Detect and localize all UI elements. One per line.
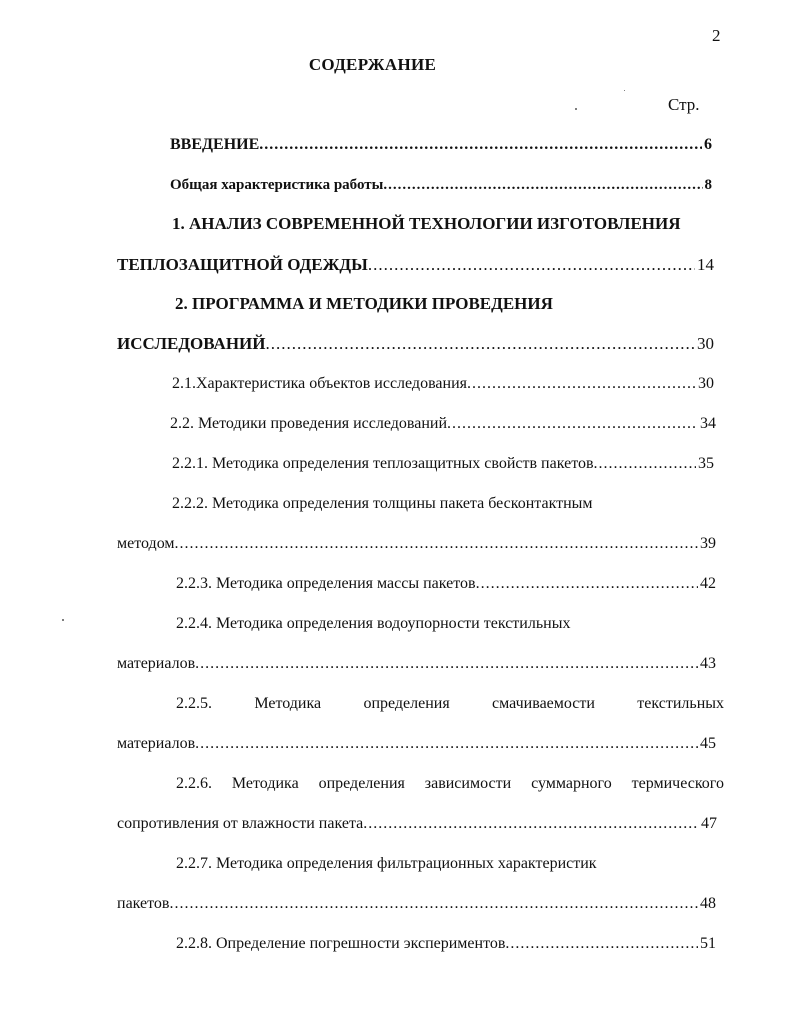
toc-leader-dots bbox=[363, 813, 699, 835]
toc-leader-dots bbox=[266, 333, 696, 355]
toc-entry-label: 2.2.3. Методика определения массы пакетов bbox=[176, 575, 476, 592]
toc-leader-dots bbox=[195, 733, 698, 755]
toc-word: Методика bbox=[254, 695, 322, 712]
toc-entry-page: 42 bbox=[700, 575, 716, 592]
toc-leader-dots bbox=[175, 533, 698, 555]
scan-speck bbox=[575, 108, 577, 110]
toc-entry-2-1 bbox=[172, 373, 714, 395]
toc-entry-chapter2-line2 bbox=[117, 333, 714, 355]
toc-entry-page: 35 bbox=[698, 455, 714, 472]
page-column-label: Стр. bbox=[668, 95, 700, 114]
toc-entry-label: ИССЛЕДОВАНИЙ bbox=[117, 334, 266, 353]
toc-entry-label: пакетов bbox=[117, 895, 170, 912]
toc-word: суммарного bbox=[531, 775, 612, 792]
toc-leader-dots bbox=[383, 174, 702, 196]
toc-word: смачиваемости bbox=[492, 695, 595, 712]
scan-speck bbox=[62, 619, 64, 621]
toc-entry-2-2-4-line2 bbox=[117, 653, 716, 675]
toc-leader-dots bbox=[259, 134, 702, 156]
toc-entry-page: 6 bbox=[704, 136, 712, 153]
page-title: СОДЕРЖАНИЕ bbox=[308, 55, 437, 74]
toc-entry-label: ВВЕДЕНИЕ bbox=[170, 136, 260, 153]
toc-entry-2-2-7-line1: 2.2.7. Методика определения фильтрационных характеристик bbox=[176, 855, 597, 872]
toc-entry-page: 43 bbox=[700, 655, 716, 672]
toc-entry-label: сопротивления от влажности пакета bbox=[117, 815, 364, 832]
toc-entry-label: 2.1.Характеристика объектов исследования bbox=[172, 375, 467, 392]
toc-entry-chapter1-line1: 1. АНАЛИЗ СОВРЕМЕННОЙ ТЕХНОЛОГИИ ИЗГОТОВЛЕНИЯ bbox=[172, 214, 681, 233]
toc-word: 2.2.6. bbox=[176, 775, 212, 792]
toc-leader-dots bbox=[447, 413, 698, 435]
page-number: 2 bbox=[712, 26, 721, 45]
toc-entry-2-2-2-line2 bbox=[117, 533, 716, 555]
toc-entry-page: 14 bbox=[697, 255, 714, 274]
toc-entry-page: 30 bbox=[697, 334, 714, 353]
toc-entry-label: материалов bbox=[117, 655, 196, 672]
toc-entry-label: методом bbox=[117, 535, 175, 552]
toc-entry-2-2-1 bbox=[172, 453, 714, 475]
toc-entry-2-2-6-line1 bbox=[176, 773, 724, 795]
toc-word: Методика bbox=[231, 775, 299, 792]
toc-entry-page: 8 bbox=[704, 177, 712, 193]
toc-entry-chapter2-line1: 2. ПРОГРАММА И МЕТОДИКИ ПРОВЕДЕНИЯ bbox=[175, 294, 553, 313]
toc-entry-label: Общая характеристика работы bbox=[170, 177, 384, 193]
toc-entry-2-2-2-line1: 2.2.2. Методика определения толщины пакета бесконтактным bbox=[172, 495, 593, 512]
toc-word: определения bbox=[363, 695, 450, 712]
toc-entry-general bbox=[170, 174, 712, 196]
toc-entry-page: 48 bbox=[700, 895, 716, 912]
toc-entry-page: 51 bbox=[700, 935, 716, 952]
toc-word: зависимости bbox=[424, 775, 512, 792]
toc-entry-2-2-8 bbox=[176, 933, 716, 955]
toc-entry-page: 47 bbox=[701, 815, 717, 832]
toc-entry-2-2-5-line1 bbox=[176, 693, 724, 715]
toc-entry-page: 39 bbox=[700, 535, 716, 552]
toc-leader-dots bbox=[594, 453, 696, 475]
toc-entry-2-2 bbox=[170, 413, 716, 435]
toc-word: определения bbox=[318, 775, 405, 792]
toc-entry-page: 45 bbox=[700, 735, 716, 752]
toc-entry-page: 34 bbox=[700, 415, 716, 432]
toc-entry-2-2-4-line1: 2.2.4. Методика определения водоупорности текстильных bbox=[176, 615, 571, 632]
toc-leader-dots bbox=[467, 373, 696, 395]
toc-entry-chapter1-line2 bbox=[117, 254, 714, 276]
toc-entry-2-2-3 bbox=[176, 573, 716, 595]
toc-word: термического bbox=[631, 775, 724, 792]
toc-entry-label: ТЕПЛОЗАЩИТНОЙ ОДЕЖДЫ bbox=[117, 255, 368, 274]
toc-leader-dots bbox=[169, 893, 698, 915]
toc-entry-label: материалов bbox=[117, 735, 196, 752]
toc-word: текстильных bbox=[637, 695, 724, 712]
toc-leader-dots bbox=[368, 254, 695, 276]
toc-leader-dots bbox=[195, 653, 698, 675]
toc-entry-label: 2.2. Методики проведения исследований bbox=[170, 415, 448, 432]
toc-leader-dots bbox=[505, 933, 698, 955]
toc-entry-2-2-6-line2 bbox=[117, 813, 717, 835]
scan-speck bbox=[624, 90, 625, 91]
toc-entry-2-2-5-line2 bbox=[117, 733, 716, 755]
toc-entry-page: 30 bbox=[698, 375, 714, 392]
toc-entry-introduction bbox=[170, 134, 712, 156]
toc-entry-label: 2.2.8. Определение погрешности экспериментов bbox=[176, 935, 506, 952]
toc-word: 2.2.5. bbox=[176, 695, 212, 712]
toc-entry-label: 2.2.1. Методика определения теплозащитных свойств пакетов bbox=[172, 455, 594, 472]
toc-leader-dots bbox=[476, 573, 698, 595]
toc-entry-2-2-7-line2 bbox=[117, 893, 716, 915]
